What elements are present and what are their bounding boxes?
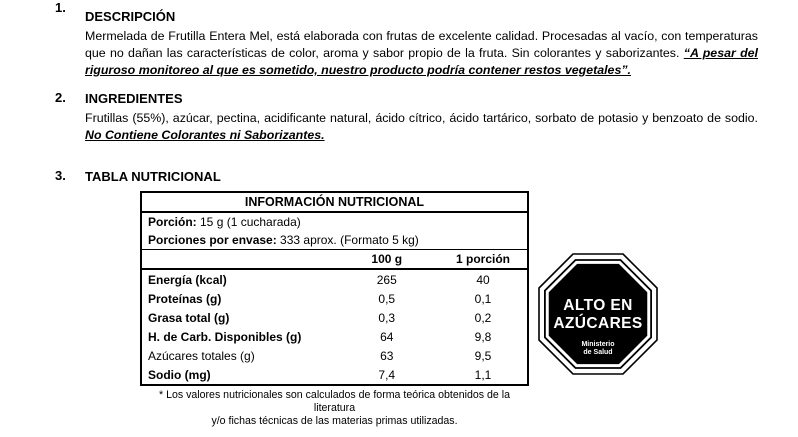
body-emphasis-text: “A pesar del riguroso monitoreo al que es sometido, nuestro producto podría contener restos vegetales”. [85,46,758,77]
portion-label: Porción: [148,215,197,229]
nutrient-value-porcion: 40 [476,272,490,287]
table-row [141,365,528,385]
section-body [85,110,758,144]
servings-row [141,231,528,250]
servings-value: 333 aprox. (Formato 5 kg) [276,233,419,247]
section-descripcion [0,0,798,79]
portion-value: 15 g (1 cucharada) [196,215,301,229]
seal-text-line-2: AZÚCARES [553,315,643,332]
nutrient-value-porcion: 9,5 [474,348,492,363]
nutrient-label: Energía (kcal) [148,272,227,287]
nutrition-table [140,191,529,386]
section-ingredientes [0,90,798,144]
nutrient-value-porcion: 0,2 [474,310,492,325]
nutrient-value-100g: 0,5 [378,291,396,306]
portion-row [141,212,528,231]
nutrient-value-porcion: 1,1 [474,367,492,382]
nutrient-label: Proteínas (g) [148,291,222,306]
nutrient-value-100g: 64 [380,329,394,344]
seal-text-line-1: ALTO EN [563,297,633,314]
section-tabla-nutricional [0,168,798,186]
body-emphasis-text: No Contiene Colorantes ni Saborizantes. [85,128,325,142]
octagon-seal-icon [538,253,658,375]
nutrient-value-porcion: 9,8 [474,329,492,344]
section-title: DESCRIPCIÓN [85,9,176,24]
table-row [141,289,528,308]
servings-label: Porciones por envase: [148,233,277,247]
nutrient-value-100g: 0,3 [378,310,396,325]
table-row [141,327,528,346]
section-number: 2. [55,90,66,105]
footnote-line-1: * Los valores nutricionales son calculados de forma teórica obtenidos de la literatura [159,389,510,414]
section-title: INGREDIENTES [85,91,183,106]
section-title: TABLA NUTRICIONAL [85,169,221,184]
table-row [141,346,528,365]
nutrition-rows [141,269,528,385]
section-number: 1. [55,0,66,15]
seal-authority-line-2: de Salud [583,349,613,356]
nutrient-label: Sodio (mg) [148,367,211,382]
nutrient-value-100g: 63 [380,348,394,363]
table-row [141,308,528,327]
table-row [141,269,528,289]
table-title: INFORMACIÓN NUTRICIONAL [141,192,528,212]
seal-authority-line-1: Ministerio [581,341,615,348]
nutrient-label: Grasa total (g) [148,310,230,325]
footnote-line-2: y/o fichas técnicas de las materias primas utilizadas. [211,415,458,427]
section-number: 3. [55,168,66,183]
nutrient-label: H. de Carb. Disponibles (g) [148,329,302,344]
body-text: Frutillas (55%), azúcar, pectina, acidificante natural, ácido cítrico, ácido tartárico, sorbato de potasio y benzoato de sodio. [85,111,758,125]
column-header-porcion: 1 porción [439,250,528,270]
section-body [85,28,758,79]
warning-seal-alto-en-azucares [538,253,658,375]
nutrition-table-container [140,191,529,386]
nutrient-value-porcion: 0,1 [474,291,492,306]
table-title-row [141,192,528,212]
column-header-100g: 100 g [335,250,439,270]
nutrient-value-100g: 7,4 [378,367,396,382]
nutrient-value-100g: 265 [376,272,397,287]
nutrient-label: Azúcares totales (g) [148,348,255,363]
body-text: Mermelada de Frutilla Entera Mel, está elaborada con frutas de excelente calidad. Procesadas al vacío, con temperaturas que no dañan las características de color, aroma y sabor propio de la fruta. Sin colorantes y saborizantes. [85,29,758,60]
table-footnote [140,389,529,428]
column-header-row [141,250,528,270]
